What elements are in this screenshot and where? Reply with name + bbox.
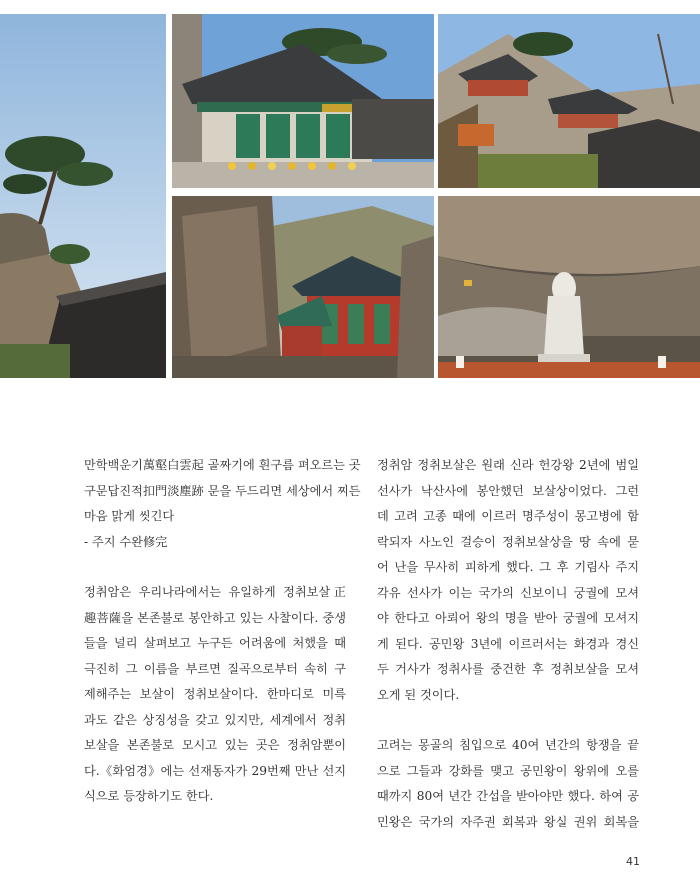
- quote-line: 마음 맑게 씻긴다: [84, 509, 175, 523]
- text-line: 오게 된 것이다.: [377, 687, 460, 702]
- text-line: 다.《화엄경》에는 선재동자가 29번째 만난 선지: [84, 763, 346, 778]
- quote-line: 구문답진적扣門淡塵跡 문을 두드리면 세상에서 찌든: [84, 483, 361, 498]
- page-number: 41: [626, 855, 640, 868]
- text-line: 민왕은 국가의 자주권 회복과 왕실 권위 회복을: [377, 814, 639, 829]
- text-line: 극진히 그 이름을 부르면 질곡으로부터 속히 구: [84, 661, 346, 676]
- text-line: 야 한다고 아뢰어 왕의 명을 받아 궁궐에 모셔지: [377, 611, 639, 625]
- temple-quote: [84, 453, 361, 555]
- text-line: 두 거사가 정취사를 중건한 후 정취보살을 모셔: [377, 662, 639, 676]
- text-line: 락되자 사노인 걸승이 정취보살상을 땅 속에 묻: [377, 534, 639, 549]
- text-line: 정취암 정취보살은 원래 신라 헌강왕 2년에 범일: [377, 458, 639, 472]
- text-line: 고려는 몽골의 침입으로 40여 년간의 항쟁을 끝: [377, 738, 639, 752]
- text-line: 데 고려 고종 때에 이르러 명주성이 몽고병에 함: [377, 509, 639, 523]
- text-line: 게 된다. 공민왕 3년에 이르러서는 화경과 경신: [377, 636, 639, 651]
- text-line: 제해주는 보살이 정취보살이다. 한마디로 미륵: [84, 687, 346, 701]
- paragraph: [84, 580, 346, 810]
- right-text-column: [377, 453, 639, 835]
- paragraph: [377, 453, 639, 708]
- text-line: 보살을 본존불로 모시고 있는 곳은 정취암뿐이: [84, 738, 346, 752]
- photo-pine-cliff: [0, 14, 166, 378]
- text-line: 선사가 낙산사에 봉안했던 보살상이었다. 그런: [377, 483, 639, 498]
- photo-main-hall: [172, 14, 434, 188]
- photo-gorge-pavilion: [172, 196, 434, 378]
- photo-slope-buildings: [438, 14, 700, 188]
- quote-author: - 주지 수완修完: [84, 534, 168, 549]
- text-line: 들을 널리 살펴보고 누구든 어려움에 처했을 때: [84, 636, 346, 650]
- left-text-column: [84, 453, 361, 810]
- text-line: 정취암은 우리나라에서는 유일하게 정취보살正: [84, 585, 346, 599]
- quote-line: 만학백운기萬壑白雲起 골짜기에 흰구름 펴오르는 곳: [84, 458, 361, 472]
- photo-stone-buddha: [438, 196, 700, 378]
- text-line: 趣菩薩을 본존불로 봉안하고 있는 사찰이다. 중생: [84, 610, 346, 625]
- paragraph: [377, 733, 639, 835]
- text-line: 때까지 80여 년간 간섭을 받아야만 했다. 하여 공: [377, 789, 639, 803]
- text-line: 과도 같은 상징성을 갖고 있지만, 세계에서 정취: [84, 712, 346, 727]
- text-line: 으로 그들과 강화를 맺고 공민왕이 왕위에 오를: [377, 763, 639, 778]
- text-line: 어 난을 무사히 피하게 했다. 그 후 기림사 주지: [377, 560, 639, 574]
- text-line: 식으로 등장하기도 한다.: [84, 789, 214, 803]
- text-line: 각유 선사가 이는 국가의 신보이니 궁궐에 모셔: [377, 585, 639, 600]
